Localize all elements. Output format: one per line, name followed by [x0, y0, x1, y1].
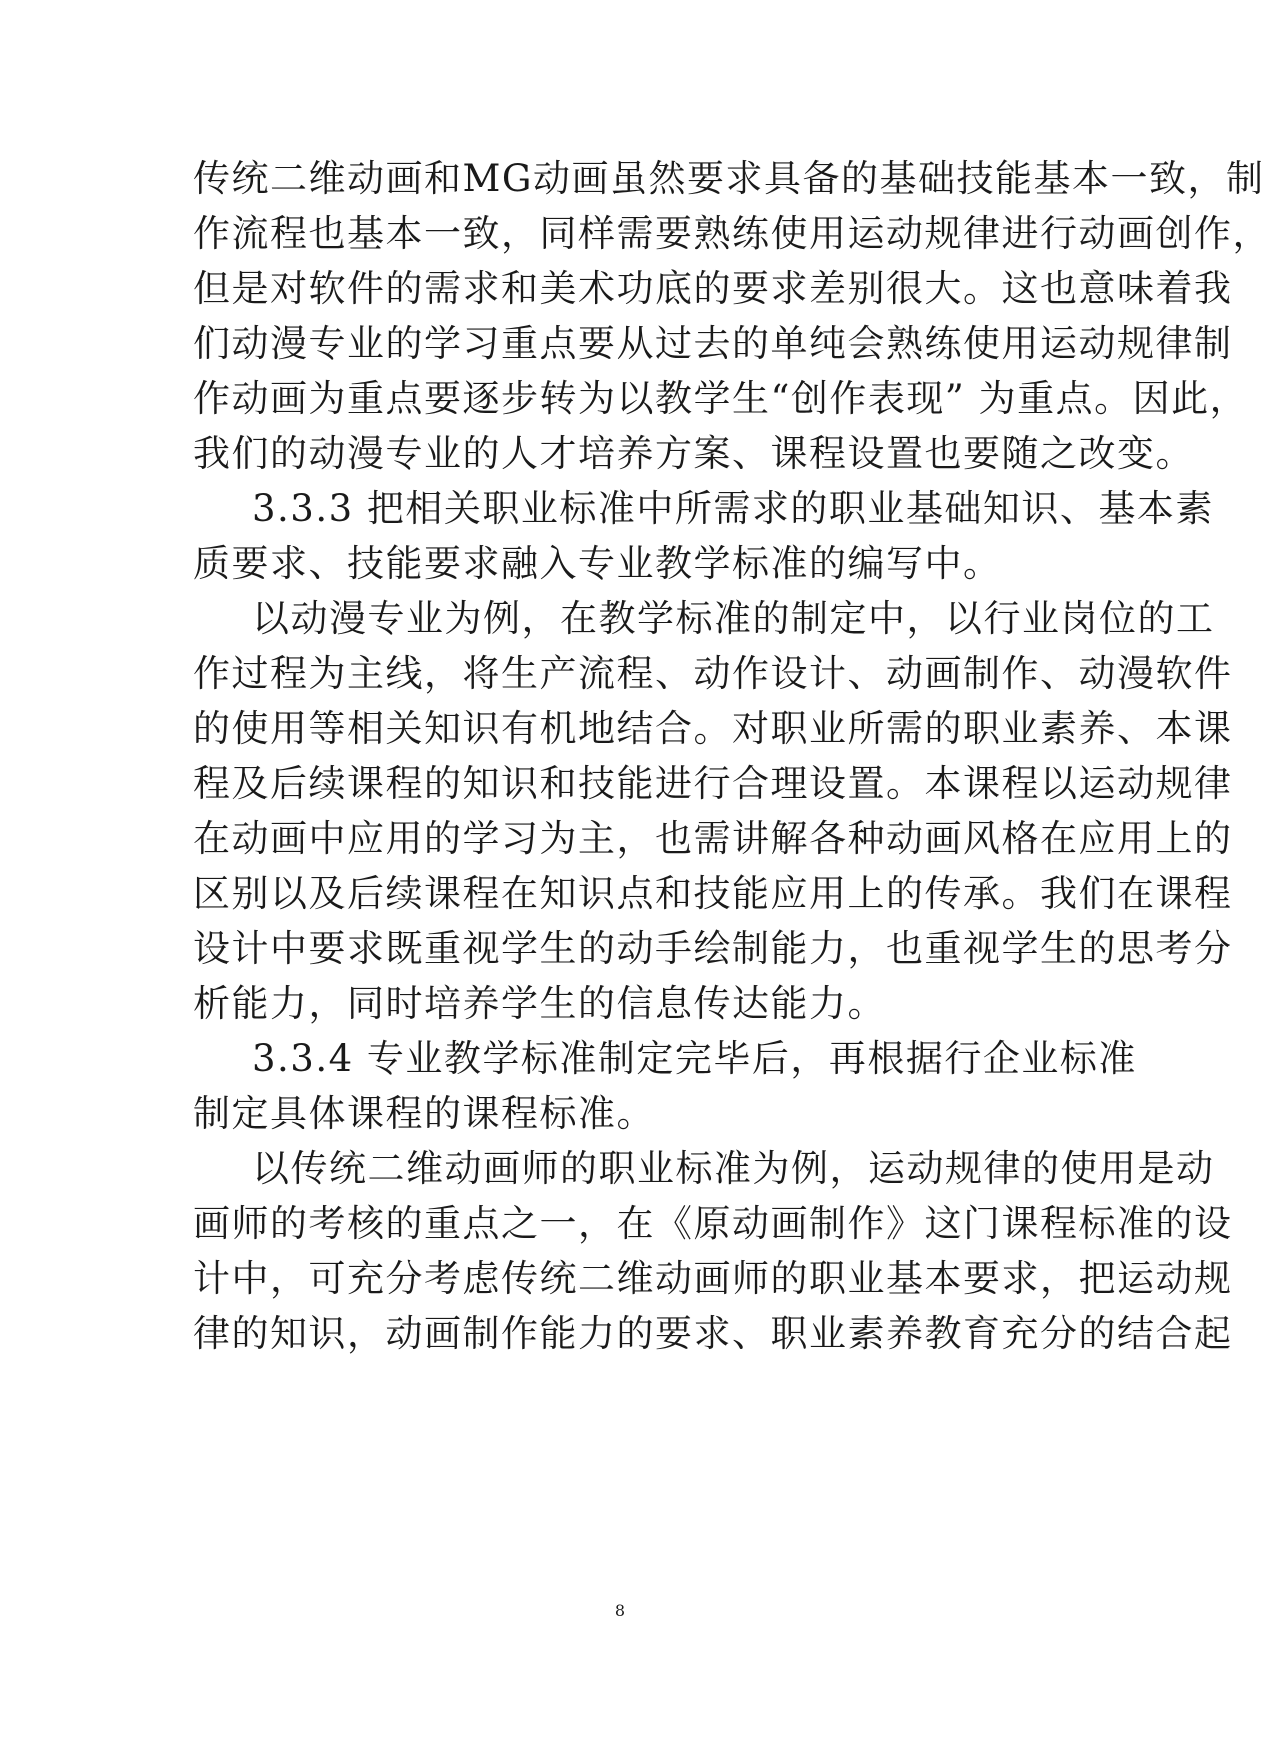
text-line: 计中，可充分考虑传统二维动画师的职业基本要求，把运动规 [193, 1257, 1233, 1300]
text-line: 作动画为重点要逐步转为以教学生“创作表现” 为重点。因此， [193, 377, 1249, 420]
text-line: 作流程也基本一致，同样需要熟练使用运动规律进行动画创作， [193, 212, 1271, 255]
text-line: 但是对软件的需求和美术功底的要求差别很大。这也意味着我 [193, 267, 1233, 310]
text-line: 以传统二维动画师的职业标准为例，运动规律的使用是动 [252, 1147, 1215, 1190]
text-line: 设计中要求既重视学生的动手绘制能力，也重视学生的思考分 [193, 927, 1233, 970]
section-heading-line: 3.3.4 专业教学标准制定完毕后，再根据行企业标准 [252, 1037, 1137, 1080]
text-line: 传统二维动画和MG动画虽然要求具备的基础技能基本一致，制 [193, 157, 1265, 200]
section-heading-line: 质要求、技能要求融入专业教学标准的编写中。 [193, 542, 1002, 585]
text-line: 我们的动漫专业的人才培养方案、课程设置也要随之改变。 [193, 432, 1194, 475]
text-line: 程及后续课程的知识和技能进行合理设置。本课程以运动规律 [193, 762, 1233, 805]
text-line: 在动画中应用的学习为主，也需讲解各种动画风格在应用上的 [193, 817, 1233, 860]
text-line: 析能力，同时培养学生的信息传达能力。 [193, 982, 886, 1025]
section-heading-line: 3.3.3 把相关职业标准中所需求的职业基础知识、基本素 [252, 487, 1214, 530]
text-line: 区别以及后续课程在知识点和技能应用上的传承。我们在课程 [193, 872, 1233, 915]
text-line: 以动漫专业为例，在教学标准的制定中，以行业岗位的工 [252, 597, 1215, 640]
text-line: 画师的考核的重点之一，在《原动画制作》这门课程标准的设 [193, 1202, 1233, 1245]
text-line: 作过程为主线，将生产流程、动作设计、动画制作、动漫软件 [193, 652, 1233, 695]
page-number: 8 [614, 1601, 626, 1620]
text-line: 们动漫专业的学习重点要从过去的单纯会熟练使用运动规律制 [193, 322, 1233, 365]
text-line: 的使用等相关知识有机地结合。对职业所需的职业素养、本课 [193, 707, 1233, 750]
text-line: 律的知识，动画制作能力的要求、职业素养教育充分的结合起 [193, 1312, 1233, 1355]
section-heading-line: 制定具体课程的课程标准。 [193, 1092, 655, 1135]
